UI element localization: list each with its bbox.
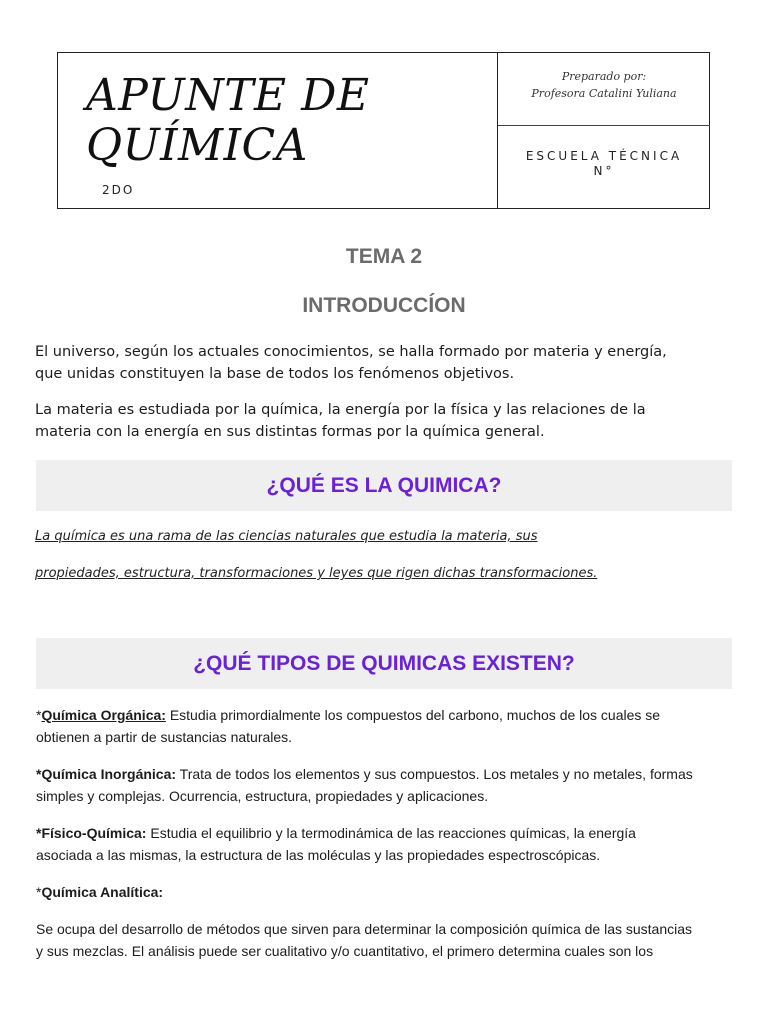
analitica-desc-line-1: Se ocupa del desarrollo de métodos que sirven para determinar la composición química de las sustancias xyxy=(36,921,693,937)
definition-line-2: propiedades, estructura, transformaciones y leyes que rigen dichas transformaciones. xyxy=(35,566,598,581)
intro-p2-line-1: La materia es estudiada por la química, la energía por la física y las relaciones de la xyxy=(35,402,646,418)
school-name xyxy=(498,149,710,179)
type-desc-inorganica-2: simples y complejas. Ocurrencia, estructura, propiedades y aplicaciones. xyxy=(36,788,489,804)
document-title xyxy=(86,71,370,171)
bullet-marker: * xyxy=(36,766,42,782)
section-band-types xyxy=(36,638,732,689)
type-desc-fisico-2: asociada a las mismas, la estructura de las moléculas y las propiedades espectroscópicas. xyxy=(36,847,601,863)
type-term-organica: Química Orgánica: xyxy=(41,707,166,723)
intro-heading: INTRODUCCÍON xyxy=(302,294,466,317)
intro-paragraph-1 xyxy=(35,341,735,385)
prepared-by-panel xyxy=(498,53,710,126)
type-term-fisico-quimica: Físico-Química: xyxy=(41,825,147,841)
header-title-panel xyxy=(58,53,498,208)
bullet-marker: * xyxy=(36,884,42,900)
title-line-2: QUÍMICA xyxy=(86,120,308,171)
analitica-description xyxy=(36,918,732,962)
topic-number: TEMA 2 xyxy=(345,245,423,268)
type-item-fisico-quimica xyxy=(36,822,732,866)
section-heading-types: ¿QUÉ TIPOS DE QUIMICAS EXISTEN? xyxy=(193,651,575,675)
type-item-organica xyxy=(36,704,732,748)
definition-line-1: La química es una rama de las ciencias naturales que estudia la materia, sus xyxy=(35,529,538,544)
type-desc-fisico-1: Estudia el equilibrio y la termodinámica de las reacciones químicas, la energía xyxy=(146,825,636,841)
type-desc-organica-2: obtienen a partir de sustancias naturales. xyxy=(36,729,293,745)
intro-paragraph-2 xyxy=(35,399,735,443)
title-line-1: APUNTE DE xyxy=(86,70,370,121)
analitica-desc-line-2: y sus mezclas. El análisis puede ser cualitativo y/o cuantitativo, el primero determina cuales son los xyxy=(36,943,654,959)
intro-p1-line-1: El universo, según los actuales conocimientos, se halla formado por materia y energía, xyxy=(35,344,667,360)
intro-p2-line-2: materia con la energía en sus distintas formas por la química general. xyxy=(35,424,545,440)
intro-p1-line-2: que unidas constituyen la base de todos los fenómenos objetivos. xyxy=(35,366,515,382)
type-term-inorganica: Química Inorgánica: xyxy=(41,766,177,782)
type-item-analitica xyxy=(36,881,732,903)
prepared-by xyxy=(498,68,710,102)
section-band-what-is xyxy=(36,460,732,511)
type-item-inorganica xyxy=(36,763,732,807)
school-line-1: ESCUELA TÉCNICA xyxy=(525,149,683,163)
bullet-marker: * xyxy=(36,825,42,841)
type-desc-inorganica-1: Trata de todos los elementos y sus compuestos. Los metales y no metales, formas xyxy=(176,766,693,782)
grade-label: 2DO xyxy=(102,183,135,197)
section-heading-what-is: ¿QUÉ ES LA QUIMICA? xyxy=(266,473,502,497)
school-number: N° xyxy=(593,164,615,178)
type-term-analitica: Química Analítica: xyxy=(41,884,164,900)
type-desc-organica-1: Estudia primordialmente los compuestos del carbono, muchos de los cuales se xyxy=(165,707,661,723)
teacher-name: Profesora Catalini Yuliana xyxy=(531,87,677,100)
prepared-by-label: Preparado por: xyxy=(561,70,647,83)
bullet-marker: * xyxy=(36,707,42,723)
document-header xyxy=(57,52,710,209)
